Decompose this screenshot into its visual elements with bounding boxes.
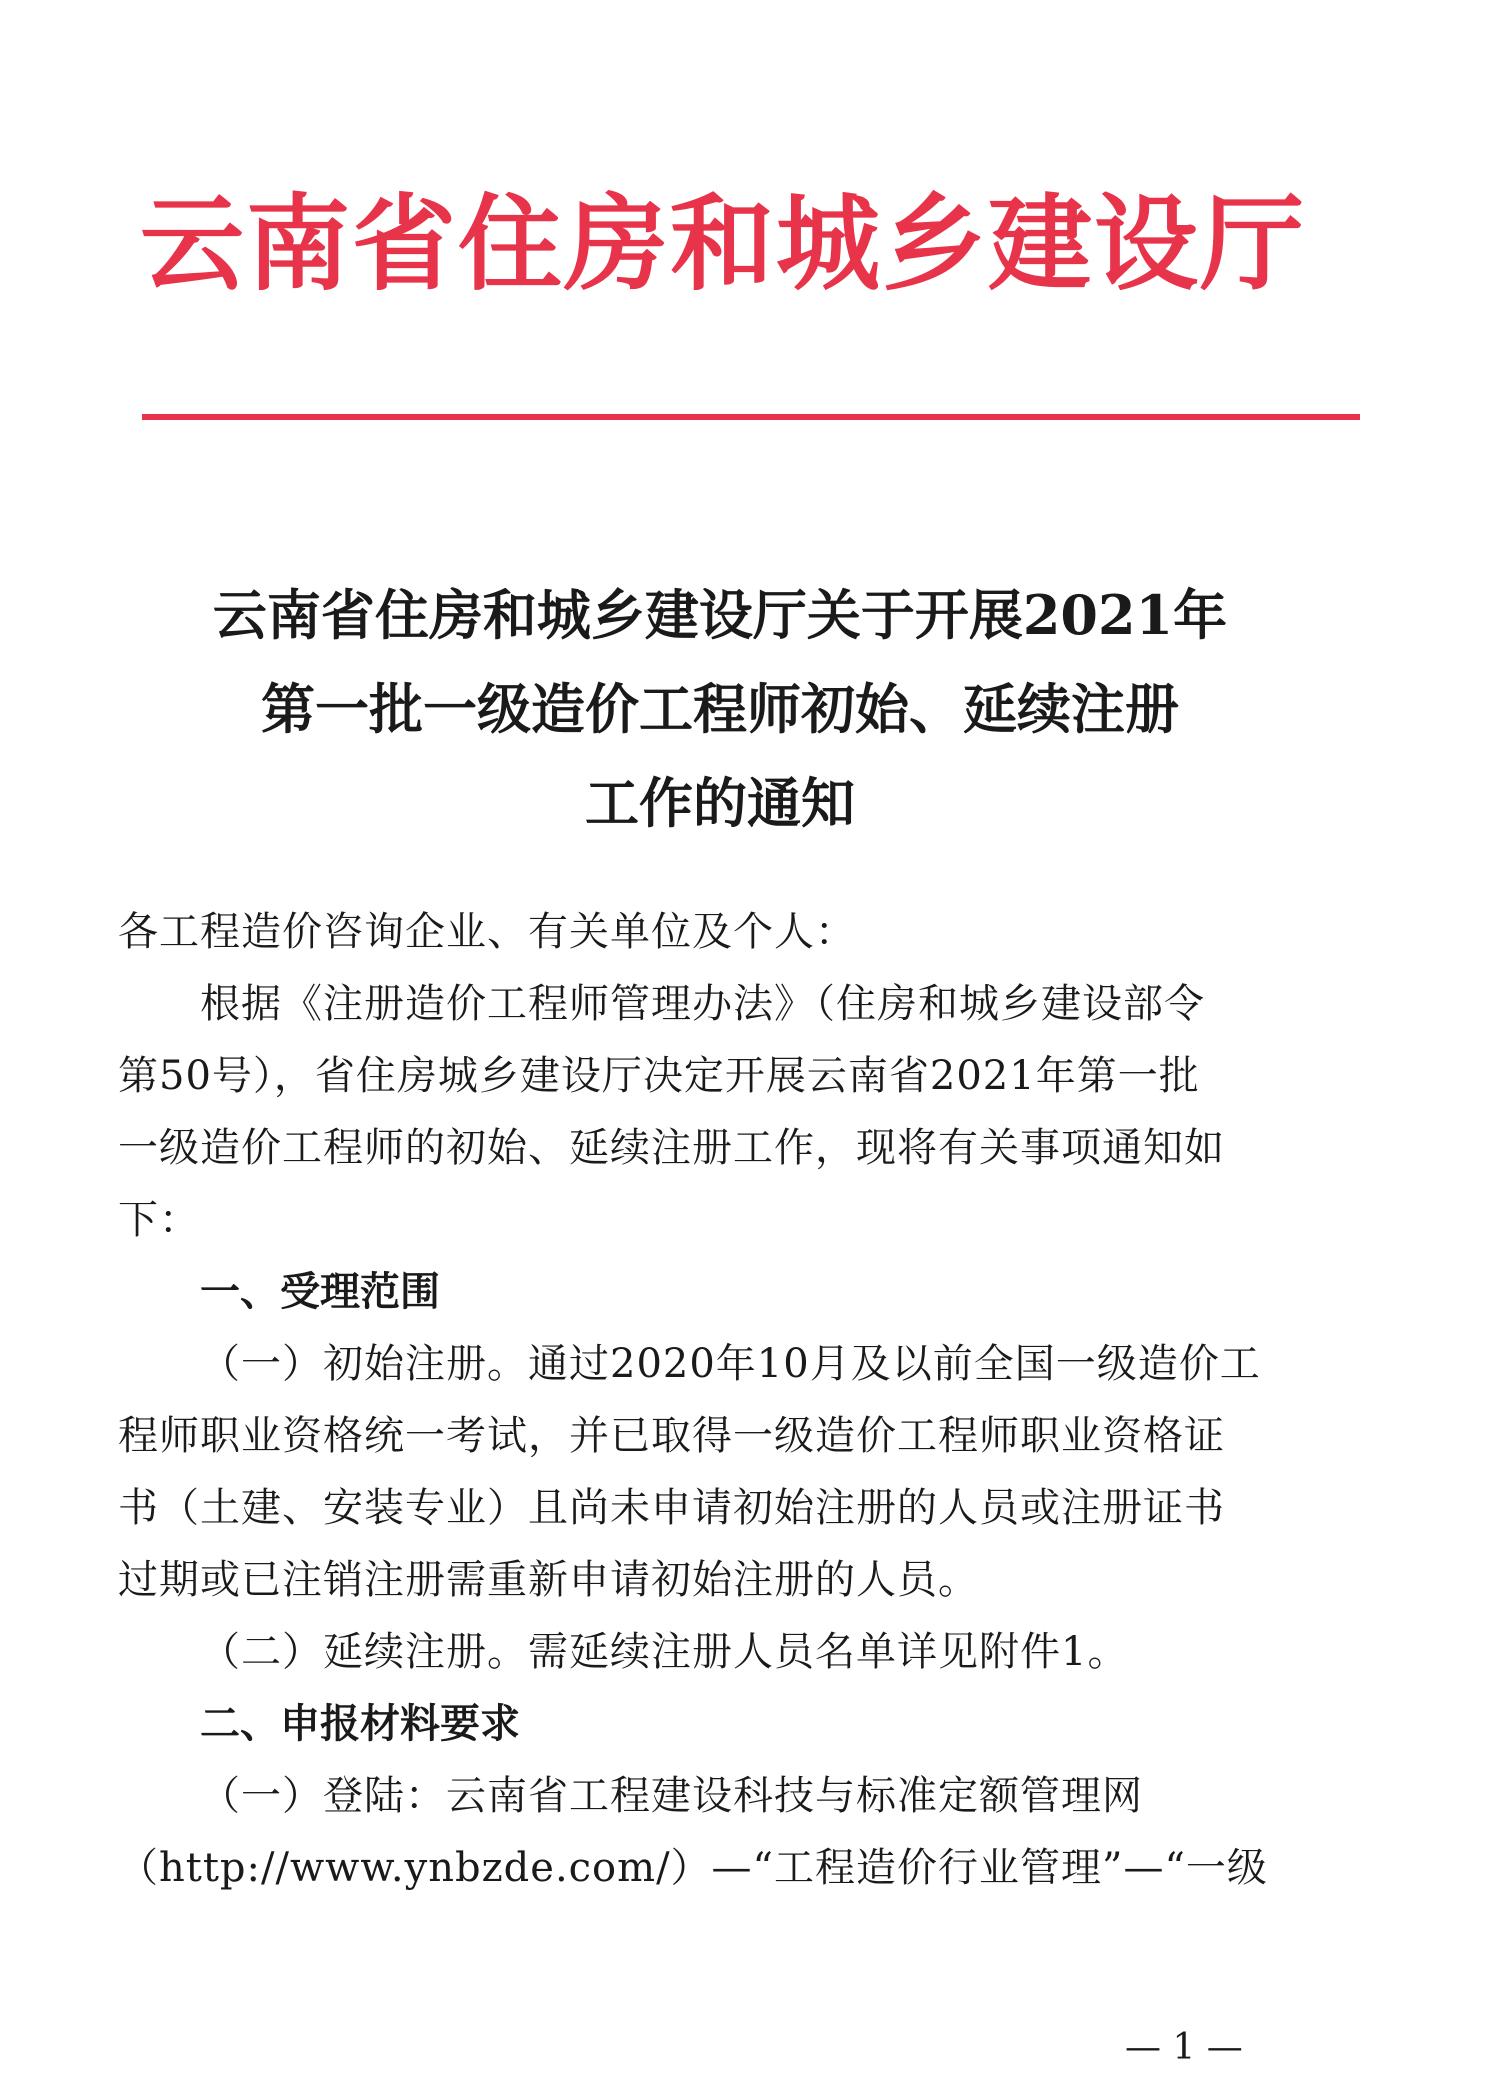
document-title-line-2: 第一批一级造价工程师初始、延续注册 — [261, 677, 1179, 741]
section-1-item-1-line-3: 书（土建、安装专业）且尚未申请初始注册的人员或注册证书 — [118, 1485, 1225, 1531]
section-2-item-1-line-2: （http://www.ynbzde.com/）—“工程造价行业管理”—“一级 — [118, 1845, 1268, 1891]
intro-line-2: 第50号），省住房城乡建设厅决定开展云南省2021年第一批 — [118, 1053, 1200, 1099]
section-2-heading: 二、申报材料要求 — [200, 1701, 520, 1747]
letterhead-red-rule — [142, 414, 1360, 420]
document-title-line-1: 云南省住房和城乡建设厅关于开展2021年 — [212, 583, 1228, 647]
letterhead-title: 云南省住房和城乡建设厅 — [140, 182, 1307, 305]
section-1-item-1-line-1: （一）初始注册。通过2020年10月及以前全国一级造价工 — [200, 1341, 1261, 1387]
section-1-item-1-line-4: 过期或已注销注册需重新申请初始注册的人员。 — [118, 1557, 979, 1603]
section-1-heading: 一、受理范围 — [200, 1269, 440, 1315]
intro-line-3: 一级造价工程师的初始、延续注册工作，现将有关事项通知如 — [118, 1125, 1225, 1171]
section-2-item-1-line-1: （一）登陆：云南省工程建设科技与标准定额管理网 — [200, 1773, 1143, 1819]
section-1-item-1-line-2: 程师职业资格统一考试，并已取得一级造价工程师职业资格证 — [118, 1413, 1225, 1459]
section-1-item-2: （二）延续注册。需延续注册人员名单详见附件1。 — [200, 1629, 1129, 1675]
intro-line-4: 下： — [118, 1197, 200, 1243]
salutation: 各工程造价咨询企业、有关单位及个人： — [118, 909, 856, 955]
document-title-line-3: 工作的通知 — [585, 771, 855, 835]
page-number: — 1 — — [1125, 2027, 1243, 2068]
intro-line-1: 根据《注册造价工程师管理办法》（住房和城乡建设部令 — [200, 981, 1205, 1027]
